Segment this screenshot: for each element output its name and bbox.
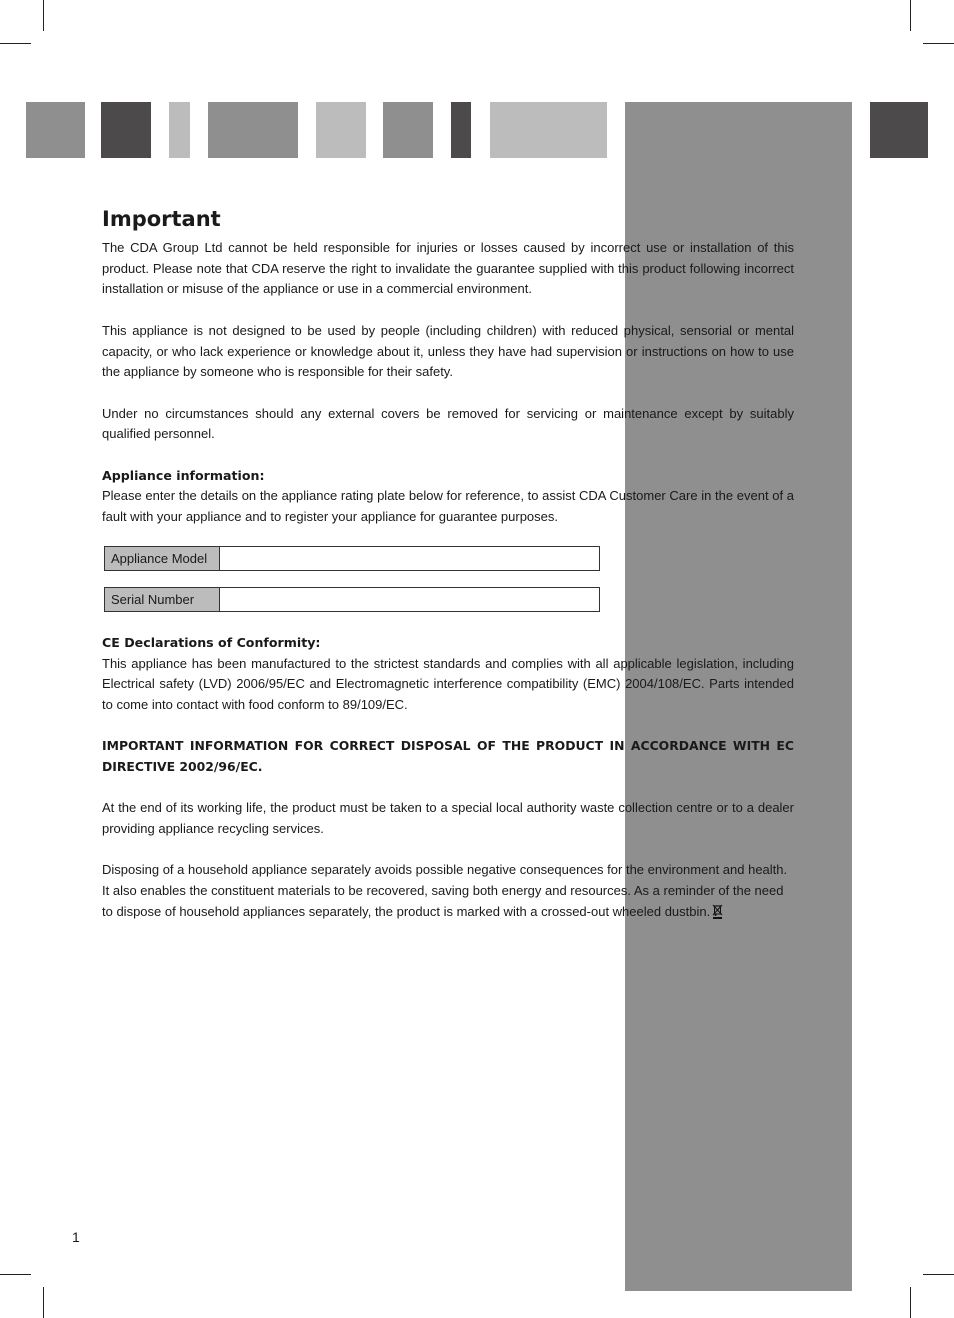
capacity-paragraph: This appliance is not designed to be used by people (including children) with reduced physical, sensorial or mental capacity, or who lack experience or knowledge about it, unless they have had supervision or instructions on how to use the appliance by someone who is responsible for their safety. [102,322,794,380]
decorative-block [101,102,151,158]
crop-mark [910,0,911,31]
document-body [102,204,794,946]
disposal-paragraph-2-text: Disposing of a household appliance separately avoids possible negative consequences for the environment and health. It also enables the constituent materials to be recovered, saving both energy and resources. As a reminder of the need to dispose of household appliances separately, the product is marked with a crossed-out wheeled dustbin. [102,862,788,919]
crop-mark [0,1274,31,1275]
crop-mark [923,1274,954,1275]
decorative-block [451,102,471,158]
appliance-model-label: Appliance Model [105,547,220,570]
crop-mark [43,0,44,31]
appliance-model-row [104,546,600,571]
ce-declarations-heading: CE Declarations of Conformity: [102,634,321,650]
appliance-model-field[interactable] [220,547,599,570]
crop-mark [43,1287,44,1318]
ce-declarations-paragraph: This appliance has been manufactured to the strictest standards and complies with all applicable legislation, including Electrical safety (LVD) 2006/95/EC and Electromagnetic interference compatibility (EMC) 2004/108/EC. Parts intended to come into contact with food conform to 89/109/EC. [102,655,794,712]
appliance-details-form [104,546,794,612]
decorative-block [383,102,433,158]
crop-mark [923,43,954,44]
disposal-heading: IMPORTANT INFORMATION FOR CORRECT DISPOSAL OF THE PRODUCT IN ACCORDANCE WITH EC DIRECTIVE 2002/96/EC. [102,738,794,774]
appliance-info-heading: Appliance information: [102,467,265,483]
crop-mark [0,43,31,44]
disposal-paragraph-2 [102,860,794,925]
decorative-block [26,102,85,158]
page-number: 1 [72,1229,80,1245]
covers-paragraph: Under no circumstances should any external covers be removed for servicing or maintenance except by suitably qualified personnel. [102,405,794,442]
crossed-out-wheeled-bin-icon [712,904,723,926]
decorative-block [870,102,928,158]
decorative-block [169,102,190,158]
crop-mark [910,1287,911,1318]
decorative-block [208,102,298,158]
serial-number-label: Serial Number [105,588,220,611]
decorative-block [490,102,607,158]
page-title: Important [102,207,221,231]
serial-number-field[interactable] [220,588,599,611]
disposal-paragraph-1: At the end of its working life, the product must be taken to a special local authority waste collection centre or to a dealer providing appliance recycling services. [102,800,794,837]
liability-paragraph: The CDA Group Ltd cannot be held responsible for injuries or losses caused by incorrect use or installation of this product. Please note that CDA reserve the right to invalidate the guarantee supplied with this product following incorrect installation or misuse of the appliance or use in a commercial environment. [102,240,794,297]
appliance-info-paragraph: Please enter the details on the appliance rating plate below for reference, to assist CDA Customer Care in the event of a fault with your appliance and to register your appliance for guarantee purposes. [102,488,794,525]
decorative-block [316,102,366,158]
serial-number-row [104,587,600,612]
